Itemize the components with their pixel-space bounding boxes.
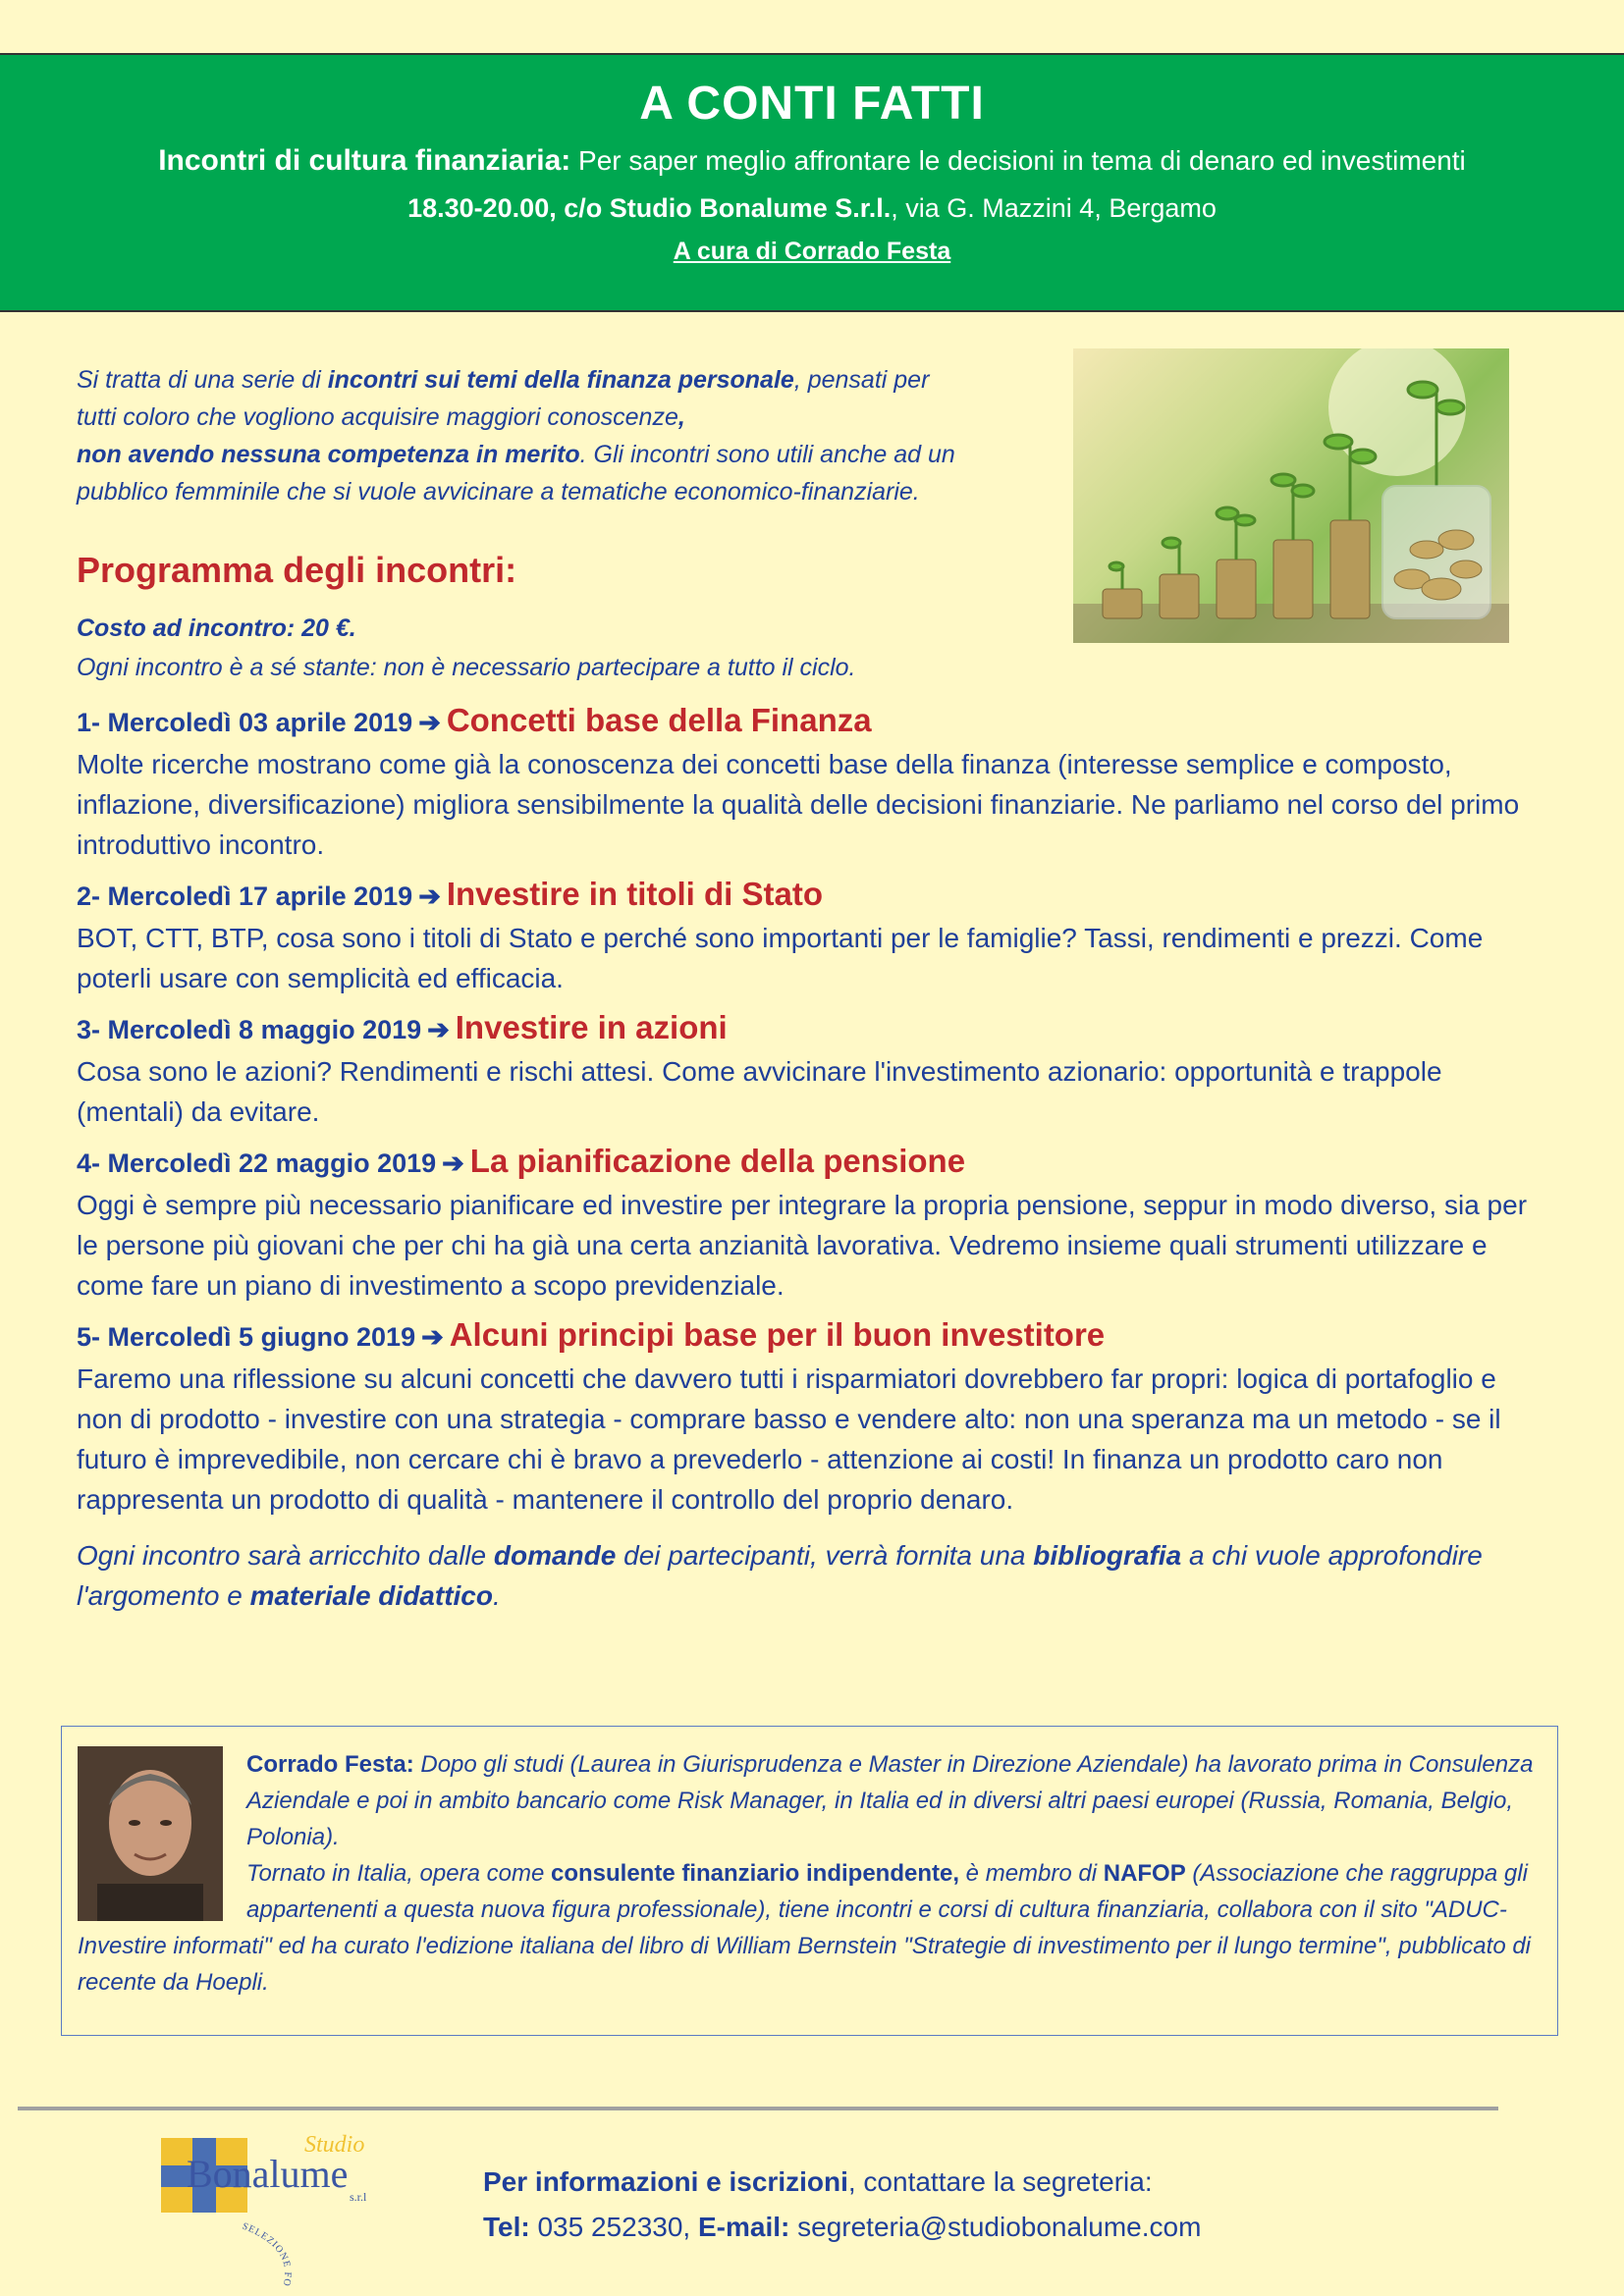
closing-paragraph — [77, 1535, 1549, 1616]
logo-srl-text: s.r.l — [350, 2190, 367, 2204]
bio-text-4: (Associazione che raggruppa gli appartenenti a questa nuova figura professionale), tiene incontri e corsi di cultura finanziaria, collabora con il sito "ADUC-Investire informati" ed ha curato l'edizione italiana del libro di William Bernstein "Strategie di investimento per il lungo termine", pubblicato di recente da Hoepli. — [78, 1860, 1532, 1996]
session-description: Molte ricerche mostrano come già la conoscenza dei concetti base della finanza (interesse semplice e composto, inflazione, diversificazione) migliora sensibilmente la qualità delle decisioni finanziarie. Ne parliamo nel corso del primo introduttivo incontro. — [77, 749, 1520, 860]
closing-bold: materiale didattico — [249, 1580, 493, 1611]
page-title: A CONTI FATTI — [639, 78, 985, 130]
intro-text-1: Si tratta di una serie di — [77, 366, 328, 394]
bio-bold-2: NAFOP — [1103, 1860, 1186, 1887]
email-address[interactable]: segreteria@studiobonalume.com — [789, 2212, 1202, 2242]
cost-info — [77, 609, 856, 687]
tel-number[interactable]: 035 252330, — [529, 2212, 698, 2242]
cost-line: Costo ad incontro: 20 €. — [77, 614, 356, 642]
session-heading — [77, 699, 1549, 744]
coins-plant-photo — [1073, 348, 1509, 643]
subtitle — [0, 144, 1624, 178]
intro-bold-1: incontri sui temi della finanza personale — [327, 366, 794, 394]
location-rest: , via G. Mazzini 4, Bergamo — [891, 193, 1217, 223]
location-bold: 18.30-20.00, c/o Studio Bonalume S.r.l. — [407, 193, 892, 223]
subtitle-bold: Incontri di cultura finanziaria: — [158, 144, 571, 177]
session-topic: Alcuni principi base per il buon investitore — [449, 1316, 1106, 1353]
author-bio-text — [78, 1746, 1541, 2001]
closing-bold: bibliografia — [1033, 1540, 1182, 1571]
contact-line-1 — [483, 2160, 1201, 2205]
session-description: Faremo una riflessione su alcuni concetti che davvero tutti i risparmiatori dovrebbero far propri: logica di portafoglio e non di prodotto - investire con una strategia - comprare basso e vendere alto: non una speranza ma un metodo - se il futuro è imprevedibile, non cercare chi è bravo a prevederlo - attenzione ai costi! In finanza un prodotto caro non rappresenta un prodotto di qualità - mantenere il controllo del proprio denaro. — [77, 1363, 1501, 1515]
logo-curve-text: SELEZIONE FO — [241, 2220, 294, 2287]
bio-text-1: Dopo gli studi (Laurea in Giurisprudenza e Master in Direzione Aziendale) ha lavorato prima in Consulenza Aziendale e poi in ambito bancario come Risk Manager, in Italia ed in diversi altri paesi europei (Russia, Romania, Belgio, Polonia). — [246, 1751, 1534, 1850]
closing-bold: domande — [493, 1540, 617, 1571]
contact-info-rest: , contattare la segreteria: — [847, 2166, 1153, 2197]
bio-bold-1: consulente finanziario indipendente, — [550, 1860, 960, 1887]
session-item — [77, 1006, 1549, 1132]
logo-studio-text: Studio — [304, 2132, 365, 2158]
cost-note: Ogni incontro è a sé stante: non è necessario partecipare a tutto il ciclo. — [77, 654, 856, 681]
session-date: 3- Mercoledì 8 maggio 2019 — [77, 1015, 422, 1044]
session-date: 5- Mercoledì 5 giugno 2019 — [77, 1322, 416, 1352]
session-heading — [77, 873, 1549, 918]
closing-text: Ogni incontro sarà arricchito dalle — [77, 1540, 494, 1571]
session-heading — [77, 1006, 1549, 1051]
studio-bonalume-logo — [157, 2130, 373, 2287]
intro-text-4: . Gli incontri sono utili anche ad un — [579, 441, 955, 468]
session-topic: Investire in titoli di Stato — [446, 876, 824, 912]
session-description: BOT, CTT, BTP, cosa sono i titoli di Stato e perché sono importanti per le famiglie? Tassi, rendimenti e prezzi. Come poterli usare con semplicità ed efficacia. — [77, 923, 1484, 993]
author-name: Corrado Festa: — [246, 1751, 414, 1778]
program-title: Programma degli incontri: — [77, 550, 517, 590]
session-topic: Investire in azioni — [455, 1009, 728, 1045]
location — [0, 193, 1624, 224]
contact-line-2 — [483, 2205, 1201, 2250]
intro-bold-3: non avendo nessuna competenza in merito — [77, 441, 580, 468]
session-topic: La pianificazione della pensione — [469, 1143, 966, 1179]
arrow-right-icon: ➔ — [418, 881, 441, 911]
bio-text-2: Tornato in Italia, opera come — [246, 1860, 551, 1887]
closing-text: dei partecipanti, verrà fornita una — [616, 1540, 1034, 1571]
bonalume-logo-graphic — [157, 2130, 373, 2287]
curator-line: A cura di Corrado Festa — [673, 238, 951, 265]
session-date: 1- Mercoledì 03 aprile 2019 — [77, 708, 413, 737]
session-heading — [77, 1140, 1549, 1185]
contact-info — [483, 2160, 1201, 2250]
session-item — [77, 873, 1549, 998]
session-date: 2- Mercoledì 17 aprile 2019 — [77, 881, 413, 911]
arrow-right-icon: ➔ — [421, 1322, 444, 1352]
session-description: Cosa sono le azioni? Rendimenti e rischi attesi. Come avvicinare l'investimento azionario: opportunità e trappole (mentali) da evitare. — [77, 1056, 1442, 1127]
author-bio-box — [61, 1726, 1558, 2036]
tel-label: Tel: — [483, 2212, 530, 2242]
session-item — [77, 699, 1549, 865]
session-heading — [77, 1313, 1549, 1359]
closing-text: . — [492, 1580, 501, 1611]
closing-text: a chi vuole approfondire l'argomento e — [77, 1540, 1483, 1611]
intro-bold-2: , — [677, 403, 685, 431]
sessions-list — [77, 699, 1549, 1616]
intro-text-5: pubblico femminile che si vuole avvicinare a tematiche economico-finanziarie. — [77, 478, 920, 506]
session-item — [77, 1140, 1549, 1306]
bio-text-3: è membro di — [959, 1860, 1104, 1887]
arrow-right-icon: ➔ — [418, 708, 441, 737]
coins-illustration — [1073, 348, 1509, 643]
header-banner — [0, 53, 1624, 312]
contact-info-bold: Per informazioni e iscrizioni — [483, 2166, 848, 2197]
logo-name-text: Bonalume — [187, 2152, 349, 2196]
intro-paragraph — [77, 361, 1058, 510]
session-description: Oggi è sempre più necessario pianificare ed investire per integrare la propria pensione, seppur in modo diverso, sia per le persone più giovani che per chi ha già una certa anzianità lavorativa. Vedremo insieme quali strumenti utilizzare e come fare un piano di investimento a scopo previdenziale. — [77, 1190, 1528, 1301]
footer-divider — [18, 2107, 1498, 2110]
session-topic: Concetti base della Finanza — [446, 702, 872, 738]
email-label: E-mail: — [697, 2212, 790, 2242]
session-item — [77, 1313, 1549, 1520]
arrow-right-icon: ➔ — [442, 1148, 464, 1178]
subtitle-rest: Per saper meglio affrontare le decisioni in tema di denaro ed investimenti — [570, 145, 1466, 176]
intro-text-2: , pensati per — [793, 366, 930, 394]
intro-text-3: tutti coloro che vogliono acquisire maggiori conoscenze — [77, 403, 678, 431]
arrow-right-icon: ➔ — [427, 1015, 450, 1044]
session-date: 4- Mercoledì 22 maggio 2019 — [77, 1148, 437, 1178]
